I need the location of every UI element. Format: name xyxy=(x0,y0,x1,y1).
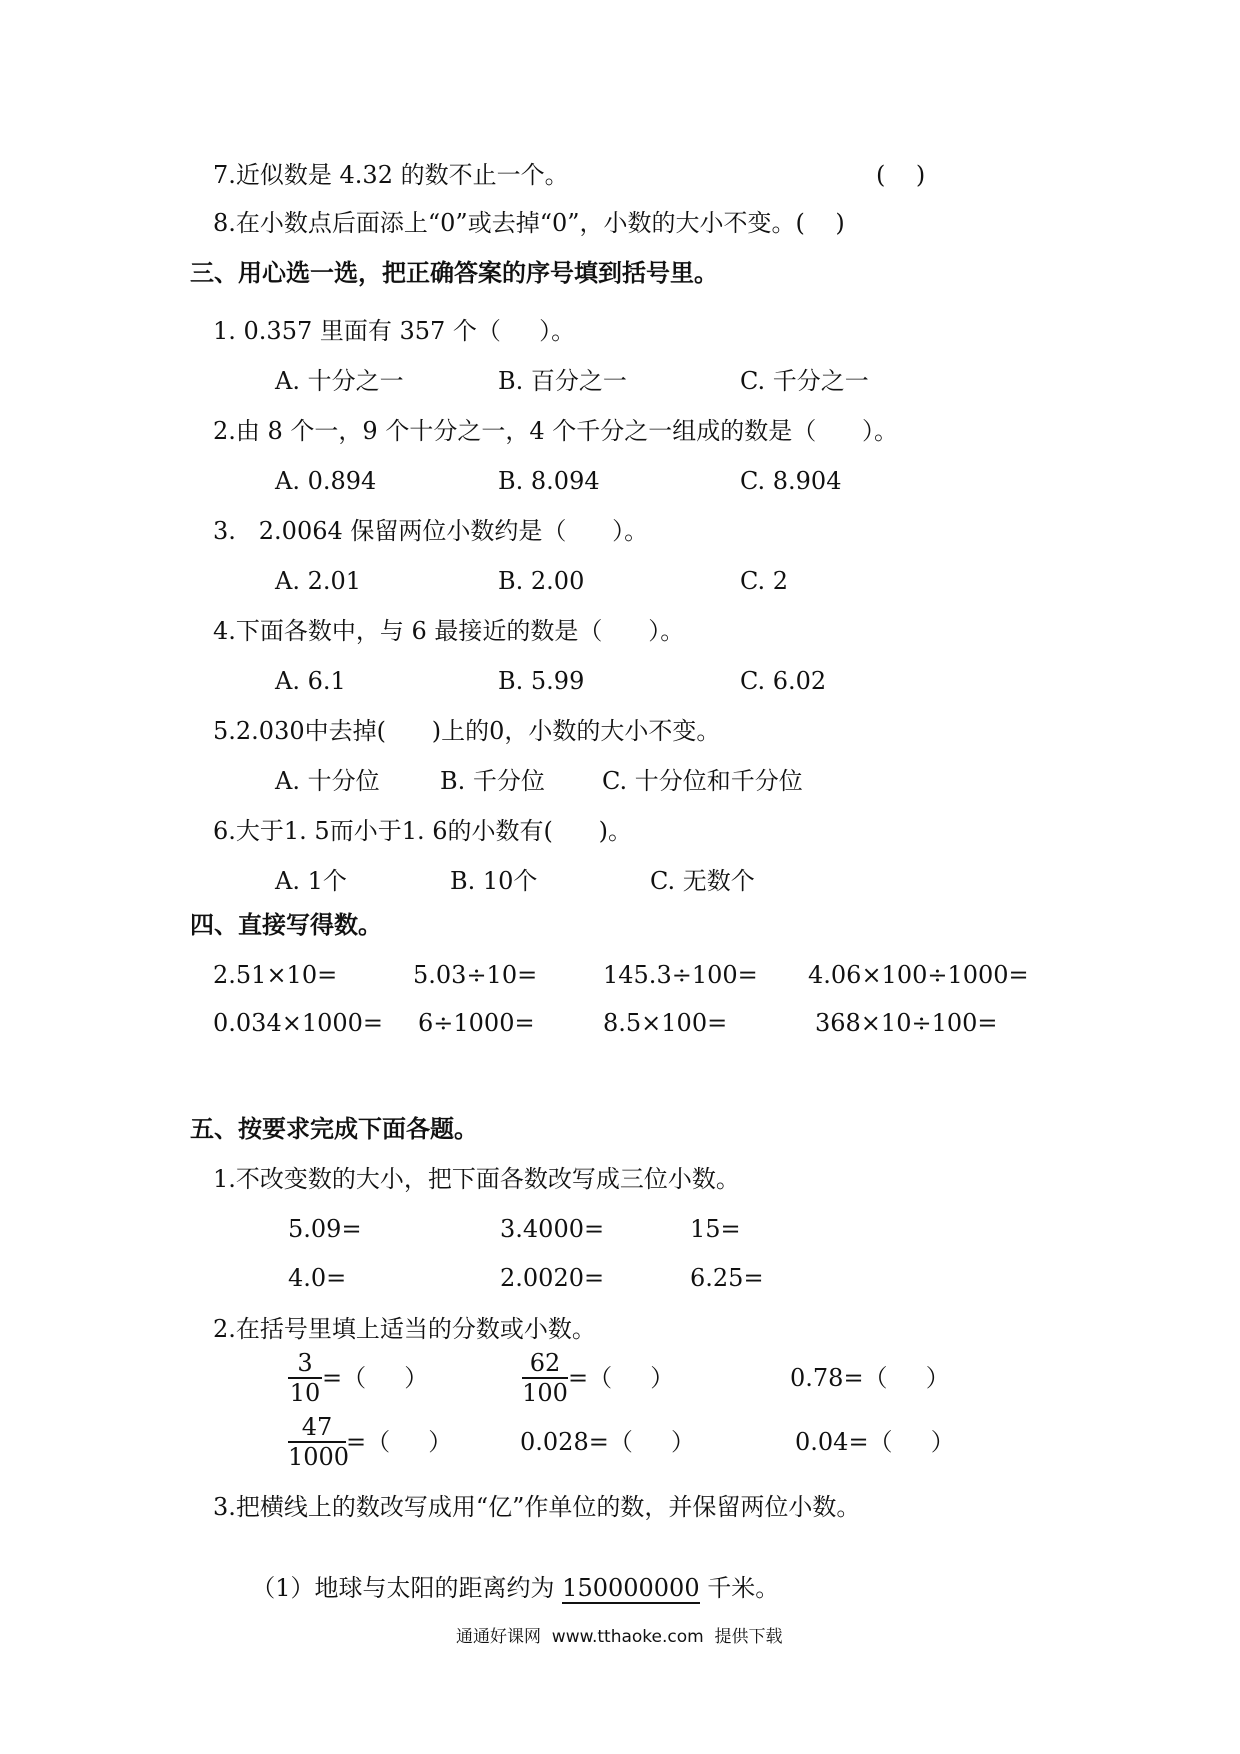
fraction-47-1000 xyxy=(288,1413,350,1471)
s3-q3-a: A. 2.01 xyxy=(275,567,362,595)
s3-q5-stem: 5.2.030中去掉( )上的0，小数的大小不变。 xyxy=(213,717,721,745)
s3-q2-c: C. 8.904 xyxy=(740,467,842,495)
s3-q2-a: A. 0.894 xyxy=(275,467,377,495)
fraction-3-10 xyxy=(288,1350,322,1406)
s3-q2-stem: 2.由 8 个一，9 个十分之一，4 个千分之一组成的数是（ ）。 xyxy=(213,417,898,445)
s3-q4-c: C. 6.02 xyxy=(740,667,827,695)
s3-q6-a: A. 1个 xyxy=(275,867,347,895)
fraction-numerator: 3 xyxy=(297,1349,313,1377)
s5-q1-r2-c2: 2.0020= xyxy=(500,1264,605,1292)
s4-r2-c1: 0.034×1000= xyxy=(213,1009,384,1037)
s3-q6-stem: 6.大于1. 5而小于1. 6的小数有( )。 xyxy=(213,817,632,845)
s5-q1-r2-c1: 4.0= xyxy=(288,1264,347,1292)
s5-q1-r1-c1: 5.09= xyxy=(288,1215,362,1243)
decimal-0-028: 0.028=（ ） xyxy=(520,1428,695,1456)
s5-q1-r2-c3: 6.25= xyxy=(690,1264,764,1292)
s4-r1-c3: 145.3÷100= xyxy=(603,961,758,989)
fraction-62-100 xyxy=(522,1350,568,1406)
s3-q6-c: C. 无数个 xyxy=(650,867,755,895)
decimal-0-04: 0.04=（ ） xyxy=(795,1428,955,1456)
fraction-denominator: 100 xyxy=(522,1379,568,1407)
s3-q4-a: A. 6.1 xyxy=(275,667,346,695)
s3-q4-b: B. 5.99 xyxy=(498,667,585,695)
decimal-0-78: 0.78=（ ） xyxy=(790,1364,950,1392)
s4-r2-c3: 8.5×100= xyxy=(603,1009,728,1037)
judge-q8: 8.在小数点后面添上“0”或去掉“0”，小数的大小不变。( ) xyxy=(213,209,845,237)
fraction-62-100-answer: =（ ） xyxy=(568,1364,675,1392)
s4-r1-c2: 5.03÷10= xyxy=(413,961,538,989)
s4-r2-c4: 368×10÷100= xyxy=(815,1009,998,1037)
s3-q5-b: B. 千分位 xyxy=(440,767,545,795)
s4-r2-c2: 6÷1000= xyxy=(418,1009,535,1037)
s5-q1-r1-c2: 3.4000= xyxy=(500,1215,605,1243)
fraction-denominator: 1000 xyxy=(288,1443,350,1471)
s3-q5-c: C. 十分位和千分位 xyxy=(602,767,803,795)
fraction-denominator: 10 xyxy=(289,1379,321,1407)
s5-q1-r1-c3: 15= xyxy=(690,1215,741,1243)
section5-heading: 五、按要求完成下面各题。 xyxy=(190,1115,478,1143)
s3-q6-b: B. 10个 xyxy=(450,867,538,895)
s5-q3-underlined-number: 150000000 xyxy=(562,1574,700,1602)
judge-q7-paren: ( ) xyxy=(876,161,926,189)
s5-q3-sub1 xyxy=(236,1543,779,1603)
s3-q1-a: A. 十分之一 xyxy=(275,367,404,395)
page-footer: 通通好课网 www.tthaoke.com 提供下载 xyxy=(456,1627,783,1647)
s3-q2-b: B. 8.094 xyxy=(498,467,600,495)
fraction-numerator: 47 xyxy=(301,1413,333,1441)
s3-q3-c: C. 2 xyxy=(740,567,789,595)
judge-q7: 7.近似数是 4.32 的数不止一个。 xyxy=(213,161,569,189)
s5-q3-sub1-text: （1）地球与太阳的距离约为 xyxy=(251,1574,563,1602)
s5-q1-stem: 1.不改变数的大小，把下面各数改写成三位小数。 xyxy=(213,1165,740,1193)
s3-q4-stem: 4.下面各数中，与 6 最接近的数是（ ）。 xyxy=(213,617,685,645)
s3-q5-a: A. 十分位 xyxy=(275,767,380,795)
fraction-3-10-answer: =（ ） xyxy=(322,1364,429,1392)
section3-heading: 三、用心选一选，把正确答案的序号填到括号里。 xyxy=(190,259,718,287)
fraction-numerator: 62 xyxy=(529,1349,561,1377)
s5-q2-stem: 2.在括号里填上适当的分数或小数。 xyxy=(213,1315,596,1343)
s3-q1-stem: 1. 0.357 里面有 357 个（ ）。 xyxy=(213,317,576,345)
s5-q3-stem: 3.把横线上的数改写成用“亿”作单位的数，并保留两位小数。 xyxy=(213,1493,861,1521)
s3-q1-c: C. 千分之一 xyxy=(740,367,869,395)
s4-r1-c4: 4.06×100÷1000= xyxy=(808,961,1029,989)
s3-q1-b: B. 百分之一 xyxy=(498,367,627,395)
s3-q3-b: B. 2.00 xyxy=(498,567,585,595)
s4-r1-c1: 2.51×10= xyxy=(213,961,338,989)
s3-q3-stem: 3. 2.0064 保留两位小数约是（ ）。 xyxy=(213,517,649,545)
section4-heading: 四、直接写得数。 xyxy=(190,911,382,939)
fraction-47-1000-answer: =（ ） xyxy=(346,1428,453,1456)
s5-q3-sub1-unit: 千米。 xyxy=(699,1574,780,1602)
